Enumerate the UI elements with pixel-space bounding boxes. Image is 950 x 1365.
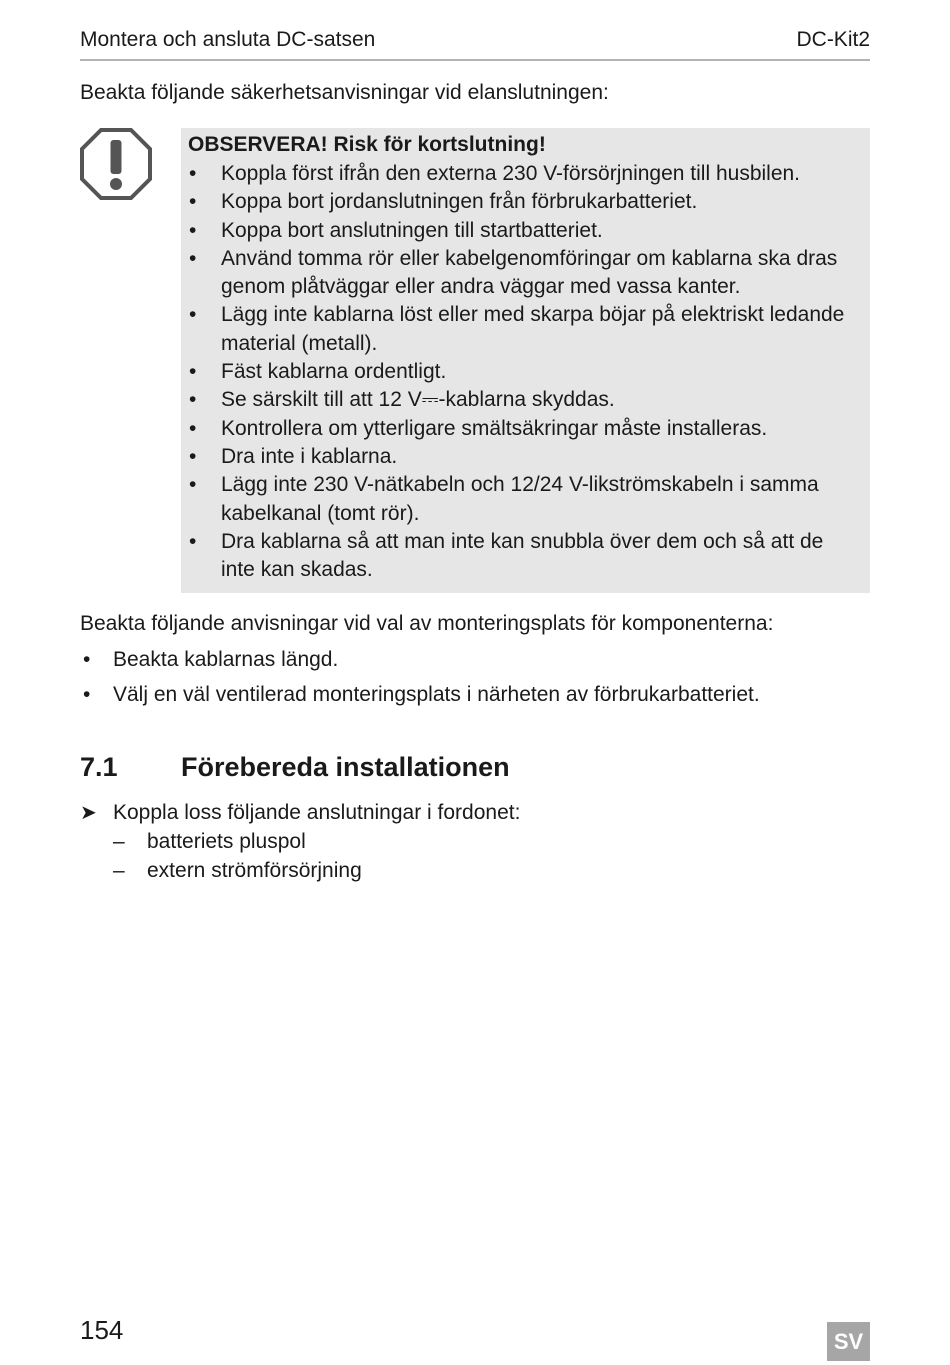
section-number: 7.1 <box>80 752 118 782</box>
list-item: • Koppa bort jordanslutningen från förbrukarbatteriet. <box>188 188 863 216</box>
list-item: • Beakta kablarnas längd. <box>80 645 870 674</box>
list-item: • Fäst kablarna ordentligt. <box>188 358 863 386</box>
list-item: • Koppla först ifrån den externa 230 V-försörjningen till husbilen. <box>188 160 863 188</box>
step-text: Koppla loss följande anslutningar i fordonet: <box>113 801 521 824</box>
section-title: Förebereda installationen <box>181 752 510 782</box>
list-item: – batteriets pluspol <box>113 828 362 857</box>
mounting-paragraph: Beakta följande anvisningar vid val av monteringsplats för komponenterna: <box>80 612 774 635</box>
list-item: • Lägg inte 230 V-nätkabeln och 12/24 V-likströmskabeln i samma kabelkanal (tomt rör). <box>188 471 863 528</box>
list-item: • Koppa bort anslutningen till startbatteriet. <box>188 217 863 245</box>
list-item: • Använd tomma rör eller kabelgenomföringar om kablarna ska dras genom plåtväggar eller andra väggar med vassa kanter. <box>188 245 863 302</box>
intro-paragraph: Beakta följande säkerhetsanvisningar vid elanslutningen: <box>80 81 609 104</box>
list-item: • Välj en väl ventilerad monteringsplats i närheten av förbrukarbatteriet. <box>80 680 870 709</box>
step-subitems <box>113 828 362 885</box>
exclamation-octagon-icon <box>80 128 152 200</box>
header-section-title: Montera och ansluta DC-satsen <box>80 28 376 51</box>
instruction-step <box>80 799 520 827</box>
list-item: • Kontrollera om ytterligare smältsäkringar måste installeras. <box>188 415 863 443</box>
warning-list <box>188 160 863 584</box>
arrow-icon: ➤ <box>80 802 97 824</box>
header-product-name: DC-Kit2 <box>796 28 870 51</box>
list-item: • Dra kablarna så att man inte kan snubbla över dem och så att de inte kan skadas. <box>188 528 863 585</box>
language-badge: SV <box>827 1322 870 1361</box>
list-item: – extern strömförsörjning <box>113 857 362 886</box>
list-item: • Dra inte i kablarna. <box>188 443 863 471</box>
list-item: • Se särskilt till att 12 V⎓-kablarna skyddas. <box>188 386 863 414</box>
list-item: • Lägg inte kablarna löst eller med skarpa böjar på elektriskt ledande material (metall). <box>188 301 863 358</box>
page-number: 154 <box>80 1315 124 1345</box>
warning-title: OBSERVERA! Risk för kortslutning! <box>188 133 546 156</box>
mounting-list <box>80 645 870 715</box>
header-divider <box>80 59 870 61</box>
